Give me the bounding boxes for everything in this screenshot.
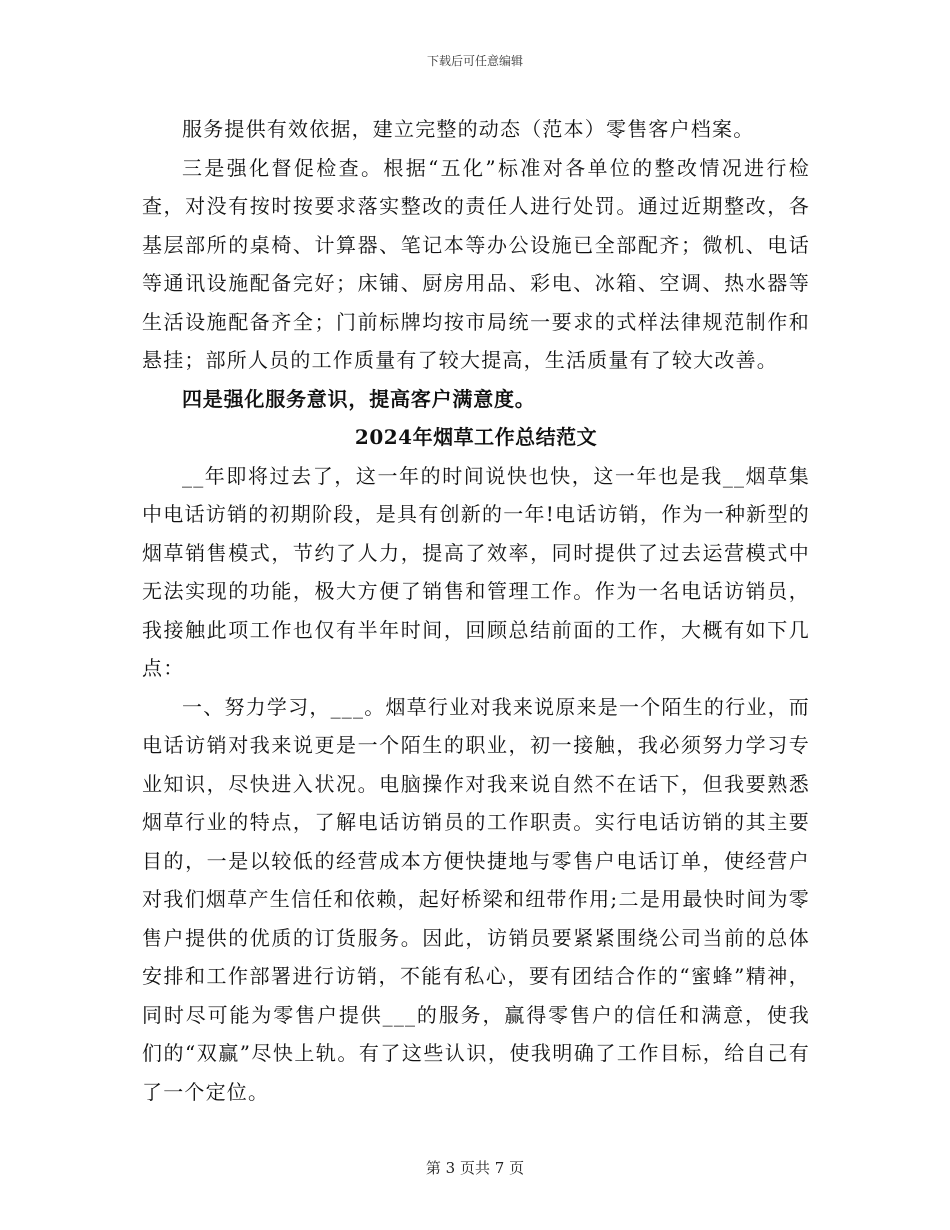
document-body	[142, 110, 810, 1111]
paragraph-intro: __年即将过去了，这一年的时间说快也快，这一年也是我__烟草集中电话访销的初期阶段，是具有创新的一年!电话访销，作为一种新型的烟草销售模式，节约了人力，提高了效率，同时提供了过去运营模式中无法实现的功能，极大方便了销售和管理工作。作为一名电话访销员，我接触此项工作也仅有半年时间，回顾总结前面的工作，大概有如下几点：	[142, 463, 810, 680]
page-footer: 第 3 页共 7 页	[425, 1159, 525, 1177]
paragraph-archive: 服务提供有效依据，建立完整的动态（范本）零售客户档案。	[182, 117, 755, 141]
paragraph-service-awareness: 四是强化服务意识，提高客户满意度。	[182, 386, 536, 411]
paragraph-study: 一、努力学习，___。烟草行业对我来说原来是一个陌生的行业，而电话访销对我来说更是一个陌生的职业，初一接触，我必须努力学习专业知识，尽快进入状况。电脑操作对我来说自然不在话下，但我要熟悉烟草行业的特点，了解电话访销员的工作职责。实行电话访销的其主要目的，一是以较低的经营成本方便快捷地与零售户电话订单，使经营户对我们烟草产生信任和依赖，起好桥梁和纽带作用;二是用最快时间为零售户提供的优质的订货服务。因此，访销员要紧紧围绕公司当前的总体安排和工作部署进行访销，不能有私心，要有团结合作的“蜜蜂”精神，同时尽可能为零售户提供___的服务，赢得零售户的信任和满意，使我们的“双赢”尽快上轨。有了这些认识，使我明确了工作目标，给自己有了一个定位。	[142, 694, 810, 1104]
document-title: 2024年烟草工作总结范文	[354, 425, 598, 449]
paragraph-inspection: 三是强化督促检查。根据“五化”标准对各单位的整改情况进行检查，对没有按时按要求落实整改的责任人进行处罚。通过近期整改，各基层部所的桌椅、计算器、笔记本等办公设施已全部配齐；微机、电话等通讯设施配备完好；床铺、厨房用品、彩电、冰箱、空调、热水器等生活设施配备齐全；门前标牌均按市局统一要求的式样法律规范制作和悬挂；部所人员的工作质量有了较大提高，生活质量有了较大改善。	[142, 155, 810, 372]
page-header: 下载后可任意编辑	[426, 54, 523, 68]
